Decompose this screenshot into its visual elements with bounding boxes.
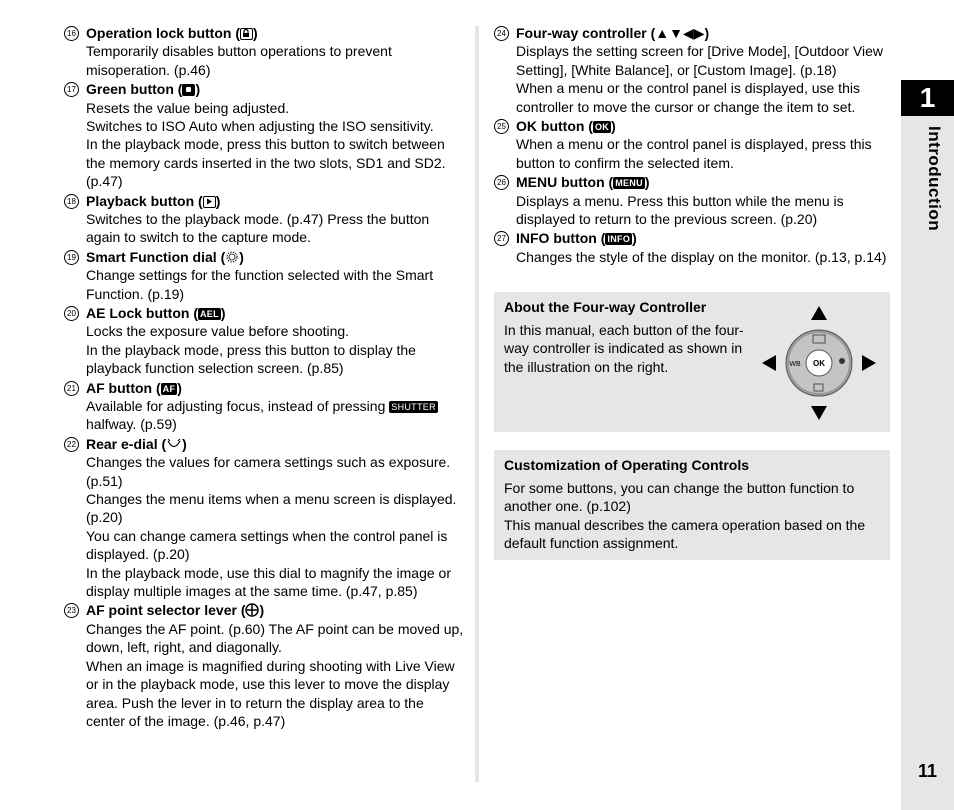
info-icon: INFO [607,234,631,245]
ael-icon: AEL [200,309,219,320]
column-divider [475,26,479,782]
shutter-icon: SHUTTER [391,402,436,413]
right-column [494,24,890,267]
ok-label: OK [813,359,825,368]
four-way-controller-note: About the Four-way Controller In this manual, each button of the four-way controller is indicated as shown in the illustration on the right. [494,292,890,432]
down-arrow-icon [811,406,827,420]
af-icon: AF [162,383,176,394]
note-title: About the Four-way Controller [504,299,707,315]
item-info-button: 27 INFO button ( INFO ) Changes the style of the display on the monitor. (p.13, p.14) [494,229,890,266]
wb-icon: WB [789,361,801,368]
item-af-button: 21 AF button ( AF ) Available for adjusting focus, instead of pressing SHUTTER halfway. (p.59) [64,379,464,434]
item-four-way-controller: 24 Four-way controller (▲▼◀▶) Displays the setting screen for [Drive Mode], [Outdoor View Setting], [White Balance], or [Custom Image]. (p.18) When a menu or the control panel is displayed, use this controller to move the cursor or change the item to set. [494,24,890,116]
arrow-keys-icon: ▲▼◀▶ [655,25,705,41]
up-arrow-icon [811,306,827,320]
note-title: Customization of Operating Controls [504,457,749,473]
af-point-lever-icon [245,602,259,620]
playback-icon [203,196,216,208]
item-af-point-selector: 23 AF point selector lever ( ) Changes the AF point. (p.60) The AF point can be moved up, down, left, right, and diagonally. When an image is magnified during shooting with Live View or in the playback mode, use this lever to move the display area. Push the lever in to return the display area to the center of the image. (p.46, p.47) [64,601,464,730]
item-smart-function-dial: 19 Smart Function dial ( ) Change settings for the function selected with the Smart Function. (p.19) [64,248,464,303]
right-arrow-icon [862,355,876,371]
menu-icon: MENU [615,178,643,189]
outdoor-icon [839,358,845,364]
left-column [64,24,464,731]
item-playback-button: 18 Playback button ( ) Switches to the playback mode. (p.47) Press the button again to switch to the capture mode. [64,192,464,247]
left-arrow-icon [762,355,776,371]
item-menu-button: 26 MENU button ( MENU ) Displays a menu. Press this button while the menu is displayed to return to the previous screen. (p.20) [494,173,890,228]
item-green-button: 17 Green button ( ) Resets the value being adjusted. Switches to ISO Auto when adjusting the ISO sensitivity. In the playback mode, press this button to switch between the memory cards inserted in the two slots, SD1 and SD2. (p.47) [64,80,464,190]
chapter-label: Introduction [925,126,944,232]
item-operation-lock: 16 Operation lock button ( ) Temporarily disables button operations to prevent misoperation. (p.46) [64,24,464,79]
chapter-number: 1 [901,80,954,116]
ok-icon: OK [594,122,610,133]
rear-dial-icon [166,436,182,454]
item-number: 16 [64,26,79,41]
green-button-icon [182,84,195,96]
item-ae-lock-button: 20 AE Lock button ( AEL ) Locks the exposure value before shooting. In the playback mode, press this button to display the playback function selection screen. (p.85) [64,304,464,378]
smart-dial-icon [225,249,239,267]
page-number: 11 [917,761,938,781]
item-ok-button: 25 OK button ( OK ) When a menu or the control panel is displayed, press this button to confirm the selected item. [494,117,890,172]
lock-icon [240,28,253,40]
four-way-controller-illustration [762,304,878,426]
item-rear-e-dial: 22 Rear e-dial ( ) Changes the values for camera settings such as exposure. (p.51) Changes the menu items when a menu screen is displayed. (p.20) You can change camera settings when the control panel is displayed. (p.20) In the playback mode, use this dial to magnify the image or display multiple images at the same time. (p.47, p.85) [64,435,464,601]
customization-note: Customization of Operating Controls For some buttons, you can change the button function to another one. (p.102) This manual describes the camera operation based on the default function assignment. [494,450,890,560]
